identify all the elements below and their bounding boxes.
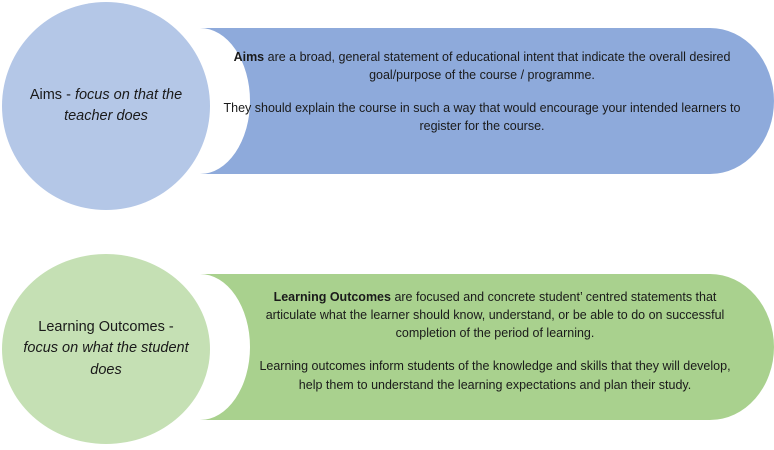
learning-outcomes-circle-text — [2, 317, 210, 380]
aims-description — [222, 48, 742, 136]
learning-outcomes-circle-focus: focus on what the student does — [23, 340, 189, 378]
learning-outcomes-term: Learning Outcomes — [273, 290, 391, 304]
aims-detail: They should explain the course in such a way that would encourage your intended learners to register for the course. — [223, 101, 741, 134]
aims-term: Aims — [233, 50, 265, 64]
learning-outcomes-definition-paragraph — [250, 288, 740, 342]
learning-outcomes-circle-label: Learning Outcomes - — [38, 319, 174, 336]
learning-outcomes-circle — [2, 254, 210, 444]
aims-circle-focus: focus on that the teacher does — [64, 86, 183, 124]
learning-outcomes-description — [250, 288, 740, 394]
aims-circle-text — [2, 85, 210, 127]
aims-definition-paragraph — [222, 48, 742, 84]
aims-row — [0, 0, 774, 215]
learning-outcomes-definition: are focused and concrete student’ centred statements that articulate what the learner should know, understand, or be able to do on successful completion of the period of learning. — [265, 290, 725, 341]
learning-outcomes-row — [0, 248, 774, 450]
learning-outcomes-detail: Learning outcomes inform students of the knowledge and skills that they will develop, help them to understand the learning expectations and plan their study. — [259, 359, 731, 392]
aims-circle — [2, 2, 210, 210]
aims-circle-label: Aims - — [29, 86, 71, 103]
aims-definition: are a broad, general statement of educational intent that indicate the overall desired goal/purpose of the course / programme. — [264, 50, 731, 83]
